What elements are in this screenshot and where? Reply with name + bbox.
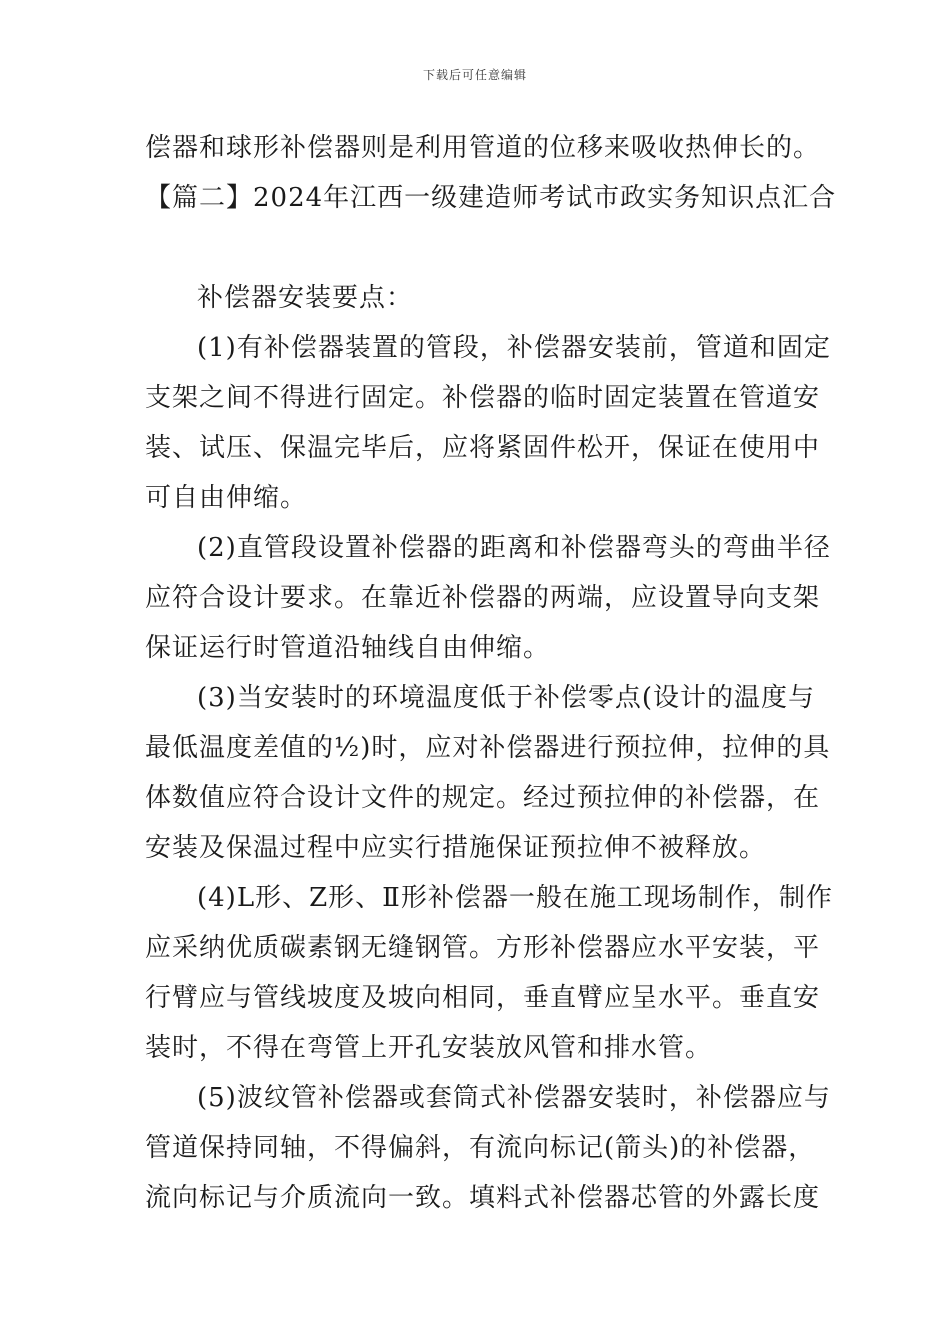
text-line: 装时，不得在弯管上开孔安装放风管和排水管。 [145, 1033, 713, 1063]
text-line: 可自由伸缩。 [145, 483, 308, 513]
text-line: 偿器和球形补偿器则是利用管道的位移来吸收热伸长的。 [145, 133, 821, 163]
text-line: 支架之间不得进行固定。补偿器的临时固定装置在管道安 [145, 383, 821, 413]
text-line: 行臂应与管线坡度及坡向相同，垂直臂应呈水平。垂直安 [145, 983, 821, 1013]
text-line: 应采纳优质碳素钢无缝钢管。方形补偿器应水平安装，平 [145, 933, 821, 963]
text-line: 安装及保温过程中应实行措施保证预拉伸不被释放。 [145, 833, 767, 863]
section-heading: 【篇二】2024年江西一级建造师考试市政实务知识点汇合 [145, 183, 837, 213]
text-line: (4)L形、Z形、Ⅱ形补偿器一般在施工现场制作，制作 [197, 883, 833, 913]
text-line: 管道保持同轴，不得偏斜，有流向标记(箭头)的补偿器， [145, 1133, 816, 1163]
text-line: 应符合设计要求。在靠近补偿器的两端，应设置导向支架 [145, 583, 821, 613]
page-header: 下载后可任意编辑 [422, 68, 527, 82]
text-line: (2)直管段设置补偿器的距离和补偿器弯头的弯曲半径 [197, 533, 831, 563]
text-line: (3)当安装时的环境温度低于补偿零点(设计的温度与 [197, 683, 815, 713]
text-line: 保证运行时管道沿轴线自由伸缩。 [145, 633, 551, 663]
text-line: 装、试压、保温完毕后，应将紧固件松开，保证在使用中 [145, 433, 821, 463]
text-line: (1)有补偿器装置的管段，补偿器安装前，管道和固定 [197, 333, 831, 363]
text-line: 流向标记与介质流向一致。填料式补偿器芯管的外露长度 [145, 1183, 821, 1213]
text-line: (5)波纹管补偿器或套筒式补偿器安装时，补偿器应与 [197, 1083, 831, 1113]
text-line: 补偿器安装要点： [197, 283, 414, 313]
text-line: 最低温度差值的½)时，应对补偿器进行预拉伸，拉伸的具 [145, 733, 831, 763]
text-line: 体数值应符合设计文件的规定。经过预拉伸的补偿器，在 [145, 783, 821, 813]
